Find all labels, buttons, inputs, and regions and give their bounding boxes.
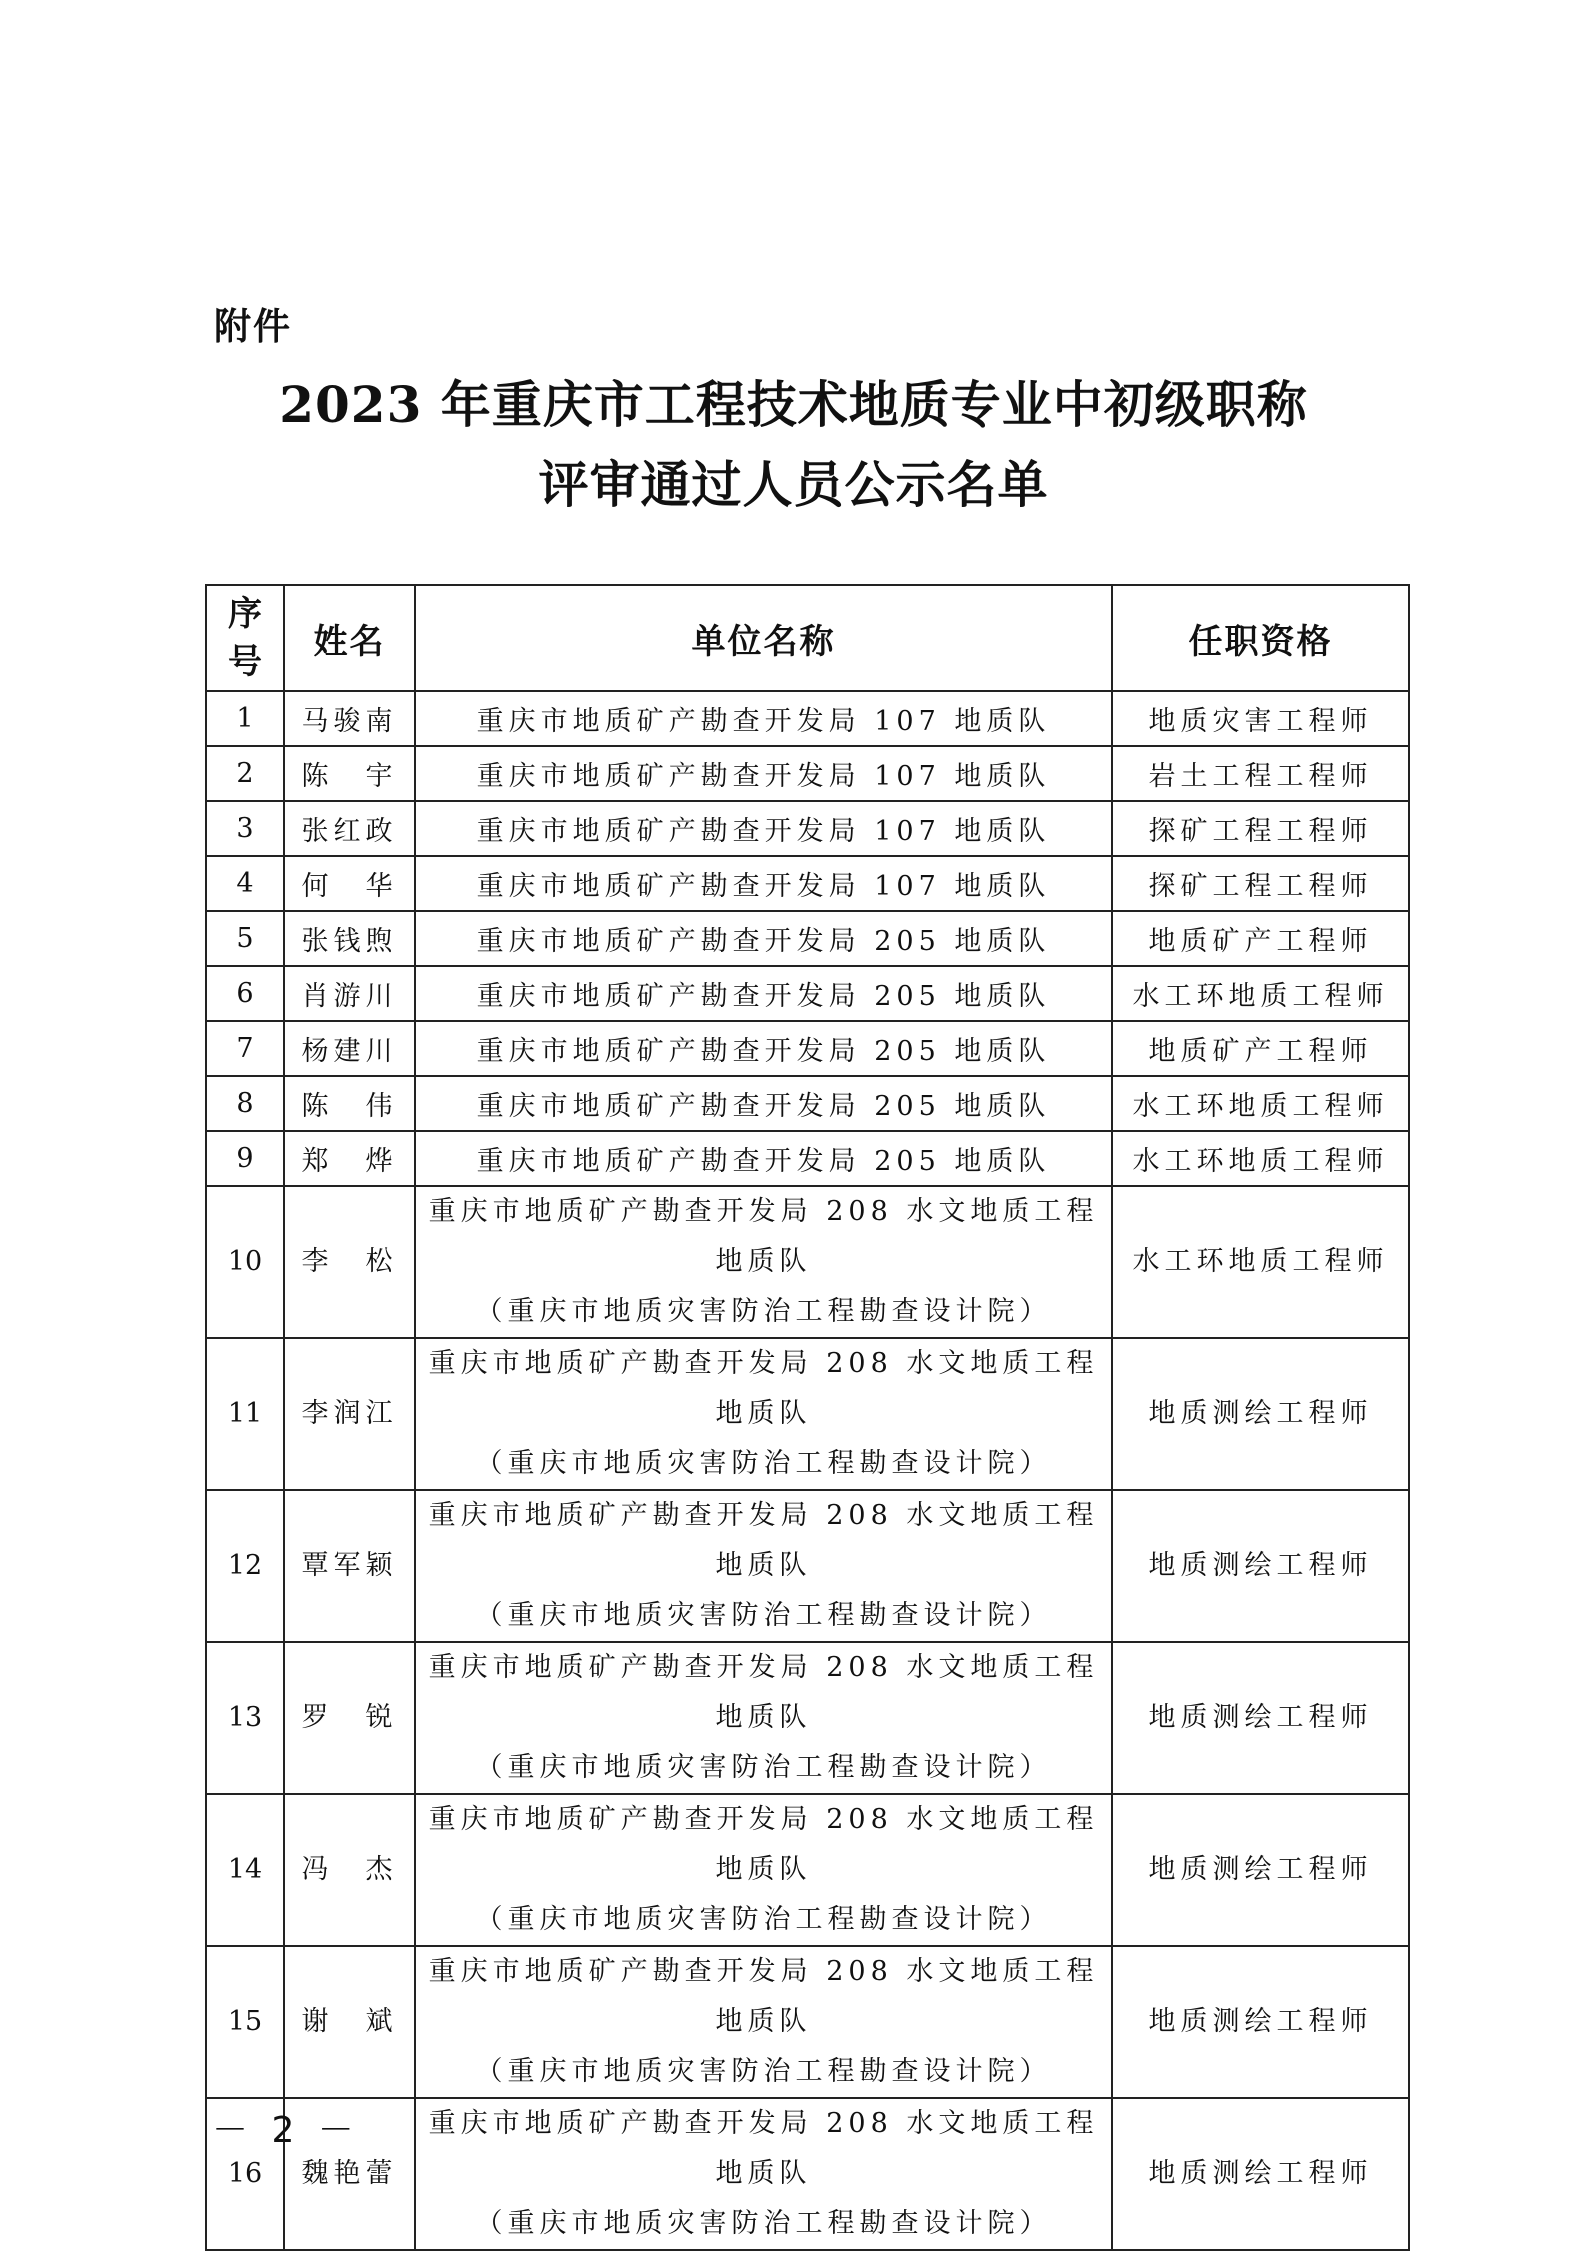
- cell-name: 谢 斌: [284, 1946, 415, 2098]
- column-header-qualification: 任职资格: [1112, 585, 1409, 691]
- page-number: － 2 －: [212, 2110, 360, 2151]
- cell-unit-line: 重庆市地质矿产勘查开发局 208 水文地质工程地质队: [428, 1652, 1099, 1733]
- cell-unit: [415, 801, 1112, 856]
- cell-seq: 16: [206, 2098, 284, 2250]
- cell-unit-line: （重庆市地质灾害防治工程勘查设计院）: [475, 2208, 1052, 2239]
- table-row: [206, 1642, 1409, 1794]
- cell-unit-line: 重庆市地质矿产勘查开发局 208 水文地质工程地质队: [428, 1500, 1099, 1581]
- cell-unit-line: 重庆市地质矿产勘查开发局 205 地质队: [476, 981, 1051, 1012]
- cell-qualification: 地质测绘工程师: [1112, 1794, 1409, 1946]
- cell-unit-line: （重庆市地质灾害防治工程勘查设计院）: [475, 1904, 1052, 1935]
- cell-name: 覃军颖: [284, 1490, 415, 1642]
- cell-qualification: 岩土工程工程师: [1112, 746, 1409, 801]
- cell-unit-line: 重庆市地质矿产勘查开发局 205 地质队: [476, 926, 1051, 957]
- cell-unit-line: 重庆市地质矿产勘查开发局 205 地质队: [476, 1036, 1051, 1067]
- cell-qualification: 探矿工程工程师: [1112, 801, 1409, 856]
- cell-unit-line: （重庆市地质灾害防治工程勘查设计院）: [475, 1296, 1052, 1327]
- cell-unit: [415, 1642, 1112, 1794]
- cell-unit-line: 重庆市地质矿产勘查开发局 107 地质队: [476, 706, 1051, 737]
- table-row: [206, 1021, 1409, 1076]
- table-row: [206, 746, 1409, 801]
- cell-unit-line: 重庆市地质矿产勘查开发局 205 地质队: [476, 1146, 1051, 1177]
- cell-qualification: 水工环地质工程师: [1112, 1076, 1409, 1131]
- cell-unit: [415, 2098, 1112, 2250]
- cell-seq: 8: [206, 1076, 284, 1131]
- cell-name: 陈 伟: [284, 1076, 415, 1131]
- cell-seq: 6: [206, 966, 284, 1021]
- table-row: [206, 1946, 1409, 2098]
- table-row: [206, 966, 1409, 1021]
- cell-unit: [415, 1794, 1112, 1946]
- column-header-name: 姓名: [284, 585, 415, 691]
- cell-seq: 3: [206, 801, 284, 856]
- document-title-line-2: 评审通过人员公示名单: [538, 455, 1049, 514]
- table-row: [206, 911, 1409, 966]
- column-header-seq-bottom: 号: [228, 642, 262, 682]
- cell-name: 李润江: [284, 1338, 415, 1490]
- cell-name: 肖游川: [284, 966, 415, 1021]
- cell-unit-line: 重庆市地质矿产勘查开发局 208 水文地质工程地质队: [428, 2108, 1099, 2189]
- cell-unit-line: 重庆市地质矿产勘查开发局 208 水文地质工程地质队: [428, 1956, 1099, 2037]
- cell-unit-line: 重庆市地质矿产勘查开发局 107 地质队: [476, 761, 1051, 792]
- cell-unit-line: 重庆市地质矿产勘查开发局 208 水文地质工程地质队: [428, 1348, 1099, 1429]
- cell-seq: 7: [206, 1021, 284, 1076]
- cell-unit: [415, 1186, 1112, 1338]
- cell-unit-line: 重庆市地质矿产勘查开发局 208 水文地质工程地质队: [428, 1804, 1099, 1885]
- table-row: [206, 1076, 1409, 1131]
- cell-qualification: 地质测绘工程师: [1112, 1642, 1409, 1794]
- cell-qualification: 地质测绘工程师: [1112, 1338, 1409, 1490]
- cell-name: 李 松: [284, 1186, 415, 1338]
- cell-unit: [415, 1490, 1112, 1642]
- cell-unit: [415, 746, 1112, 801]
- column-header-seq: [206, 585, 284, 691]
- attachment-label: 附件: [214, 305, 292, 348]
- document-title-line-1: 2023 年重庆市工程技术地质专业中初级职称: [279, 375, 1308, 434]
- cell-name: 郑 烨: [284, 1131, 415, 1186]
- cell-seq: 5: [206, 911, 284, 966]
- cell-qualification: 地质矿产工程师: [1112, 911, 1409, 966]
- cell-seq: 1: [206, 691, 284, 746]
- roster-table-body: [206, 691, 1409, 2250]
- column-header-unit: 单位名称: [415, 585, 1112, 691]
- table-row: [206, 1186, 1409, 1338]
- table-row: [206, 801, 1409, 856]
- table-header-row: [206, 585, 1409, 691]
- cell-unit-line: 重庆市地质矿产勘查开发局 107 地质队: [476, 816, 1051, 847]
- roster-table: [205, 584, 1410, 2251]
- table-row: [206, 2098, 1409, 2250]
- cell-unit: [415, 911, 1112, 966]
- cell-name: 张钱煦: [284, 911, 415, 966]
- cell-qualification: 地质测绘工程师: [1112, 1490, 1409, 1642]
- cell-name: 魏艳蕾: [284, 2098, 415, 2250]
- cell-name: 杨建川: [284, 1021, 415, 1076]
- table-row: [206, 1131, 1409, 1186]
- cell-unit: [415, 691, 1112, 746]
- cell-qualification: 地质测绘工程师: [1112, 2098, 1409, 2250]
- cell-unit-line: （重庆市地质灾害防治工程勘查设计院）: [475, 1448, 1052, 1479]
- cell-seq: 11: [206, 1338, 284, 1490]
- cell-name: 陈 宇: [284, 746, 415, 801]
- cell-seq: 15: [206, 1946, 284, 2098]
- cell-qualification: 探矿工程工程师: [1112, 856, 1409, 911]
- cell-unit-line: 重庆市地质矿产勘查开发局 107 地质队: [476, 871, 1051, 902]
- cell-unit-line: （重庆市地质灾害防治工程勘查设计院）: [475, 2056, 1052, 2087]
- cell-seq: 12: [206, 1490, 284, 1642]
- cell-name: 罗 锐: [284, 1642, 415, 1794]
- cell-qualification: 水工环地质工程师: [1112, 966, 1409, 1021]
- cell-qualification: 地质测绘工程师: [1112, 1946, 1409, 2098]
- cell-seq: 10: [206, 1186, 284, 1338]
- table-row: [206, 691, 1409, 746]
- cell-unit: [415, 856, 1112, 911]
- cell-unit: [415, 1946, 1112, 2098]
- cell-qualification: 水工环地质工程师: [1112, 1131, 1409, 1186]
- cell-name: 何 华: [284, 856, 415, 911]
- cell-seq: 4: [206, 856, 284, 911]
- cell-unit-line: 重庆市地质矿产勘查开发局 205 地质队: [476, 1091, 1051, 1122]
- cell-name: 冯 杰: [284, 1794, 415, 1946]
- cell-unit: [415, 966, 1112, 1021]
- cell-unit: [415, 1021, 1112, 1076]
- cell-unit-line: （重庆市地质灾害防治工程勘查设计院）: [475, 1752, 1052, 1783]
- table-row: [206, 1794, 1409, 1946]
- cell-seq: 13: [206, 1642, 284, 1794]
- cell-seq: 2: [206, 746, 284, 801]
- cell-unit: [415, 1131, 1112, 1186]
- column-header-seq-top: 序: [228, 594, 262, 634]
- cell-seq: 14: [206, 1794, 284, 1946]
- cell-name: 张红政: [284, 801, 415, 856]
- cell-unit-line: （重庆市地质灾害防治工程勘查设计院）: [475, 1600, 1052, 1631]
- cell-unit: [415, 1076, 1112, 1131]
- cell-unit-line: 重庆市地质矿产勘查开发局 208 水文地质工程地质队: [428, 1196, 1099, 1277]
- cell-name: 马骏南: [284, 691, 415, 746]
- table-row: [206, 1338, 1409, 1490]
- cell-seq: 9: [206, 1131, 284, 1186]
- cell-qualification: 水工环地质工程师: [1112, 1186, 1409, 1338]
- cell-qualification: 地质灾害工程师: [1112, 691, 1409, 746]
- table-row: [206, 856, 1409, 911]
- cell-qualification: 地质矿产工程师: [1112, 1021, 1409, 1076]
- cell-unit: [415, 1338, 1112, 1490]
- table-row: [206, 1490, 1409, 1642]
